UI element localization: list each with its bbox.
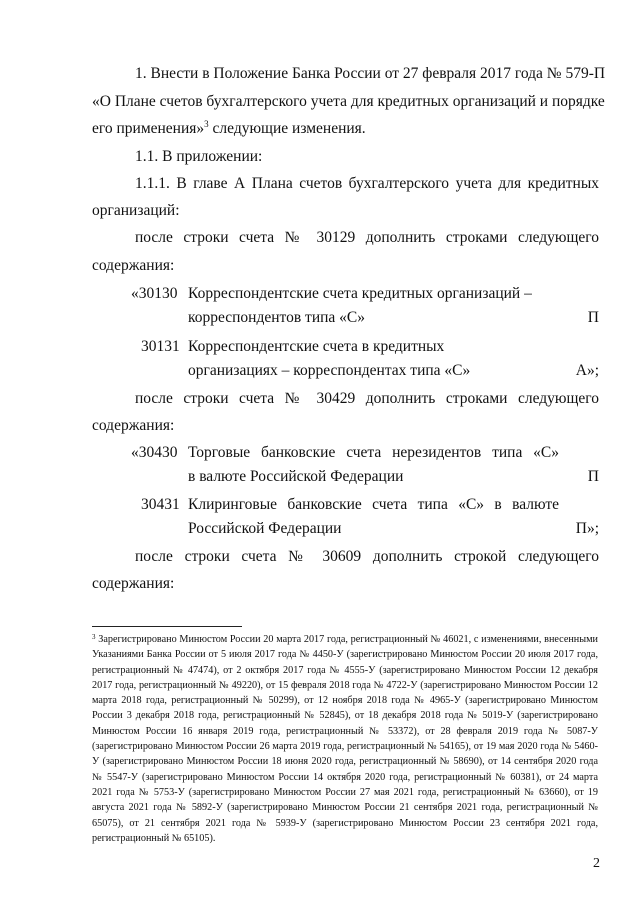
account-code: «30430 xyxy=(131,444,178,461)
para1-line3-text: его применения» xyxy=(92,120,205,137)
account-desc: в валюте Российской Федерации xyxy=(188,468,404,485)
account-flag: П»; xyxy=(575,520,599,537)
account-flag: А»; xyxy=(575,362,599,379)
footnote-mark: 3 xyxy=(92,633,96,641)
account-desc: Корреспондентские счета в кредитных xyxy=(188,338,445,355)
account-desc: корреспондентов типа «С» xyxy=(188,309,366,326)
footnote-text: Зарегистрировано Минюстом России 20 марта 2017 года, регистрационный № 46021, с изменениями, внесенными Указаниями Банка России от 5 июля 2017 года № 4450-У (зарегистрировано Минюстом России 20 июля 2017 года, регистрационный № 47474), от 2 октября 2017 года № 4555-У (зарегистрировано Минюстом России 12 декабря 2017 года, регистрационный № 49220), от 15 февраля 2018 года № 4722-У (зарегистрировано Минюстом России 12 марта 2018 года, регистрационный № 50299), от 12 ноября 2018 года № 4965-У (зарегистрировано Минюстом России 3 декабря 2018 года, регистрационный № 52845), от 18 декабря 2018 года № 5019-У (зарегистрировано Минюстом России 16 января 2019 года, регистрационный № 53372), от 28 февраля 2019 года № 5087-У (зарегистрировано Минюстом России 26 марта 2019 года, регистрационный № 54165), от 19 мая 2020 года № 5460-У (зарегистрировано Минюстом России 18 июня 2020 года, регистрационный № 58690), от 14 сентября 2020 года № 5547-У (зарегистрировано Минюстом России 14 октября 2020 года, регистрационный № 60381), от 24 марта 2021 года № 5753-У (зарегистрировано Минюстом России 27 мая 2021 года, регистрационный № 63660), от 19 августа 2021 года № 5892-У (зарегистрировано Минюстом России 21 сентября 2021 года, регистрационный № 65075), от 21 сентября 2021 года № 5939-У (зарегистрировано Минюстом России 23 сентября 2021 года, регистрационный № 65105). xyxy=(92,634,598,844)
account-desc: организациях – корреспондентах типа «С» xyxy=(188,362,471,379)
para1-line1: 1. Внести в Положение Банка России от 27 февраля 2017 года № 579-П xyxy=(135,65,606,82)
insert2-line1: после строки счета № 30429 дополнить строками следующего xyxy=(135,390,599,407)
insert2-line2: содержания: xyxy=(92,417,175,434)
account-desc: Российской Федерации xyxy=(188,520,342,537)
account-code: 30131 xyxy=(141,338,180,355)
account-desc: Клиринговые банковские счета типа «С» в валюте xyxy=(188,496,559,513)
para11: 1.1. В приложении: xyxy=(135,148,263,165)
account-flag: П xyxy=(587,309,599,326)
para1-line3-tail: следующие изменения. xyxy=(208,120,366,137)
account-desc: Корреспондентские счета кредитных организаций – xyxy=(188,285,532,302)
footnote-divider xyxy=(92,626,242,627)
insert3-line1: после строки счета № 30609 дополнить строкой следующего xyxy=(135,548,599,565)
insert1-line2: содержания: xyxy=(92,257,175,274)
insert1-line1: после строки счета № 30129 дополнить строками следующего xyxy=(135,229,599,246)
para1-line2: «О Плане счетов бухгалтерского учета для кредитных организаций и порядке xyxy=(92,93,605,110)
insert3-line2: содержания: xyxy=(92,575,175,592)
para111-line1: 1.1.1. В главе А Плана счетов бухгалтерского учета для кредитных xyxy=(135,175,599,192)
page-number: 2 xyxy=(593,856,600,871)
para1-line3 xyxy=(92,119,366,139)
para111-line2: организаций: xyxy=(92,202,180,219)
account-flag: П xyxy=(587,468,599,485)
account-code: «30130 xyxy=(131,285,178,302)
account-code: 30431 xyxy=(141,496,180,513)
account-desc: Торговые банковские счета нерезидентов типа «С» xyxy=(188,444,559,461)
footnote xyxy=(92,632,598,846)
footnote-ref: 3 xyxy=(204,119,209,129)
